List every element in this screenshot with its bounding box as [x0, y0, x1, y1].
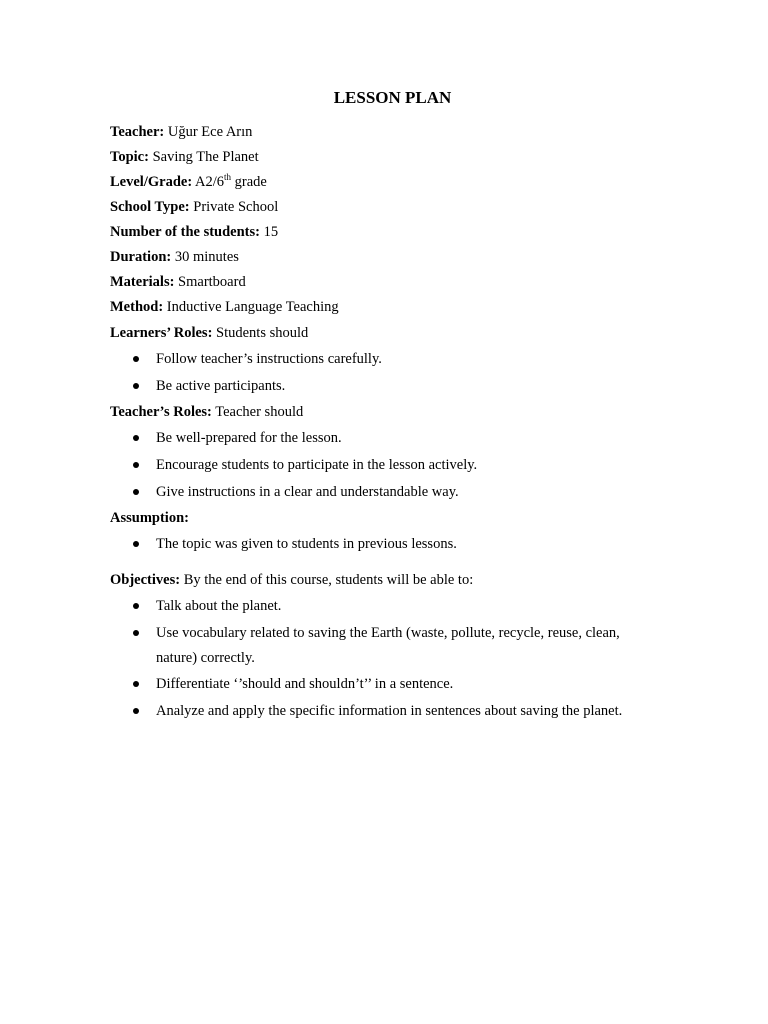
duration-value: 30 minutes — [174, 249, 239, 265]
level-label: Level/Grade: — [110, 174, 193, 190]
list-item — [156, 483, 459, 501]
list-item-text: Follow teacher’s instructions carefully. — [156, 351, 382, 367]
bullet-icon — [133, 356, 139, 362]
bullet-icon — [133, 541, 139, 547]
list-item — [156, 675, 453, 693]
list-item-text: Use vocabulary related to saving the Earth (waste, pollute, recycle, reuse, clean, — [156, 625, 620, 641]
list-item — [156, 456, 477, 474]
objectives-label: Objectives: — [110, 572, 181, 588]
school-type-label: School Type: — [110, 199, 190, 215]
materials-value: Smartboard — [178, 274, 246, 290]
materials-line — [110, 273, 246, 291]
students-label: Number of the students: — [110, 224, 260, 240]
topic-line — [110, 148, 259, 166]
materials-label: Materials: — [110, 274, 175, 290]
list-item-text: Give instructions in a clear and understandable way. — [156, 484, 459, 500]
students-value: 15 — [263, 224, 279, 240]
list-item-text: The topic was given to students in previous lessons. — [156, 536, 457, 552]
level-value-superscript: th — [223, 172, 231, 182]
school-type-value: Private School — [193, 199, 279, 215]
bullet-icon — [133, 630, 139, 636]
level-value-suffix: grade — [231, 174, 267, 190]
teachers-roles-label: Teacher’s Roles: — [110, 404, 212, 420]
method-value: Inductive Language Teaching — [166, 299, 339, 315]
objectives-line — [110, 571, 473, 589]
school-type-line — [110, 198, 278, 216]
topic-label: Topic: — [110, 149, 149, 165]
list-item-text: nature) correctly. — [156, 650, 255, 666]
bullet-icon — [133, 435, 139, 441]
list-item-text: Talk about the planet. — [156, 598, 282, 614]
page-title: LESSON PLAN — [333, 88, 452, 107]
level-value-main: A2/6 — [194, 174, 224, 190]
assumption-line — [110, 509, 189, 527]
list-item — [156, 702, 622, 720]
list-item — [156, 350, 382, 368]
objectives-value: By the end of this course, students will be able to: — [183, 572, 474, 588]
list-item-text: Encourage students to participate in the lesson actively. — [156, 457, 478, 473]
list-item-text: Be well-prepared for the lesson. — [156, 430, 342, 446]
bullet-icon — [133, 708, 139, 714]
level-line — [110, 173, 267, 191]
list-item — [156, 377, 285, 395]
list-item — [156, 535, 457, 553]
list-item — [156, 429, 342, 447]
assumption-label: Assumption: — [110, 510, 189, 526]
learners-roles-label: Learners’ Roles: — [110, 325, 213, 341]
teacher-line — [110, 123, 252, 141]
students-line — [110, 223, 278, 241]
teachers-roles-line — [110, 403, 303, 421]
method-label: Method: — [110, 299, 164, 315]
teacher-value: Uğur Ece Arın — [167, 124, 253, 140]
learners-roles-value: Students should — [216, 325, 309, 341]
bullet-icon — [133, 462, 139, 468]
duration-line — [110, 248, 239, 266]
teacher-label: Teacher: — [110, 124, 165, 140]
list-item-text: Be active participants. — [156, 378, 286, 394]
bullet-icon — [133, 681, 139, 687]
method-line — [110, 298, 339, 316]
list-item-continuation — [156, 649, 255, 667]
bullet-icon — [133, 489, 139, 495]
duration-label: Duration: — [110, 249, 172, 265]
bullet-icon — [133, 603, 139, 609]
list-item — [156, 624, 620, 642]
level-value — [195, 174, 267, 190]
teachers-roles-value: Teacher should — [215, 404, 304, 420]
list-item — [156, 597, 281, 615]
bullet-icon — [133, 383, 139, 389]
list-item-text: Differentiate ‘’should and shouldn’t’’ in a sentence. — [156, 676, 454, 692]
list-item-text: Analyze and apply the specific information in sentences about saving the planet. — [156, 703, 623, 719]
topic-value: Saving The Planet — [152, 149, 259, 165]
learners-roles-line — [110, 324, 308, 342]
